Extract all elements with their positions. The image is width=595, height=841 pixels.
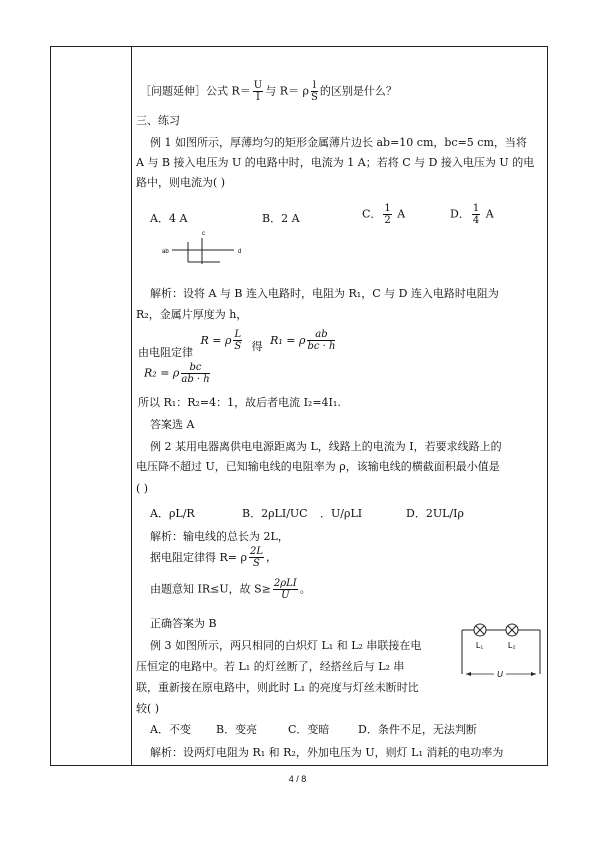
sol1-line2: R₂，金属片厚度为 h， xyxy=(136,308,248,321)
sol1-ratio: 所以 R₁：R₂=4：1，故后者电流 I₂=4I₁. xyxy=(138,396,341,409)
sol1-eq3: R₂ = ρ $\frac{bc}{ab \cdot h}$ xyxy=(144,362,210,385)
ex3-line4: 较( ) xyxy=(136,702,160,715)
ex3-line3: 联，重新接在原电路中，则此时 L₁ 的亮度与灯丝未断时比 xyxy=(136,681,419,694)
ex3-option-d: D．条件不足，无法判断 xyxy=(358,723,477,736)
ex2-option-c: ．U/ρLI xyxy=(320,507,363,520)
section-title: 三、练习 xyxy=(136,114,180,127)
table-column-divider xyxy=(131,46,132,766)
ex1-figure xyxy=(162,228,252,272)
sol3-line1: 解析：设两灯电阻为 R₁ 和 R₂，外加电压为 U，则灯 L₁ 消耗的电功率为 xyxy=(150,746,504,759)
fig-label-c: c xyxy=(202,231,205,237)
ex2-line2: 电压降不超过 U，已知输电线的电阻率为 ρ，该输电线的横截面积最小值是 xyxy=(136,460,500,473)
fig-label-d: d xyxy=(238,249,242,255)
ex2-option-d: D．2UL/Iρ xyxy=(406,507,464,520)
ex1-option-c: C． $\frac{1}{2}$ A xyxy=(362,203,406,226)
fraction-u-over-i: $\frac{U}{I}$ xyxy=(253,80,263,103)
fraction-l-over-s: $\frac{l}{S}$ xyxy=(310,80,318,103)
ex1-option-d: D． $\frac{1}{4}$ A xyxy=(450,203,494,226)
ex3-option-a: A．不变 xyxy=(150,723,191,736)
ex3-option-b: B．变亮 xyxy=(216,723,258,736)
label-l2: L₂ xyxy=(508,641,516,650)
sol1-answer: 答案选 A xyxy=(150,418,195,431)
sol2-line1: 解析：输电线的总长为 2L， xyxy=(150,530,289,543)
ex2-line1: 例 2 某用电器离供电电源距离为 L，线路上的电流为 I，若要求线路上的 xyxy=(150,440,502,453)
ex3-line1: 例 3 如图所示，两只相同的白炽灯 L₁ 和 L₂ 串联接在电 xyxy=(150,639,422,652)
fig-label-ab: ab xyxy=(162,249,169,255)
ex2-option-b: B．2ρLI/UC xyxy=(242,507,308,520)
ex1-line1: 例 1 如图所示，厚薄均匀的矩形金属薄片边长 ab=10 cm，bc=5 cm，当将 xyxy=(150,136,527,149)
ex2-option-a: A．ρL/R xyxy=(150,507,195,520)
ex1-option-a: A．4 A xyxy=(150,212,188,225)
ex1-option-b: B．2 A xyxy=(262,212,300,225)
question-extension: ［问题延伸］公式 R＝ $\frac{U}{I}$ 与 R＝ ρ $\frac{l}{S}$ 的区别是什么？ xyxy=(140,80,397,103)
label-u: U xyxy=(497,670,503,679)
ex1-line3: 路中，则电流为( ) xyxy=(136,176,226,189)
sol1-law: 由电阻定律 R = ρ $\frac{L}{S}$ 得 R₁ = ρ $\frac{ab}{bc \cdot h}$ xyxy=(138,329,336,359)
ex3-circuit-figure xyxy=(460,622,542,682)
sol2-condition: 由题意知 IR≤U，故 S≥ $\frac{\text{2ρLI}}{U}$ 。 xyxy=(150,578,311,601)
sol2-law: 据电阻定律得 R= ρ $\frac{2L}{S}$ ， xyxy=(150,546,277,569)
ex3-line2: 压恒定的电路中。若 L₁ 的灯丝断了，经搭丝后与 L₂ 串 xyxy=(136,660,405,673)
ex3-option-c: C．变暗 xyxy=(288,723,330,736)
page-number: 4 / 8 xyxy=(288,774,307,784)
label-l1: L₁ xyxy=(476,641,484,650)
ex1-line2: A 与 B 接入电压为 U 的电路中时，电流为 1 A；若将 C 与 D 接入电压为 U 的电 xyxy=(136,156,535,169)
sol1-line1: 解析：设将 A 与 B 连入电路时，电阻为 R₁，C 与 D 连入电路时电阻为 xyxy=(150,287,499,300)
sol2-answer: 正确答案为 B xyxy=(150,617,217,630)
ex2-line3: ( ) xyxy=(136,482,149,495)
